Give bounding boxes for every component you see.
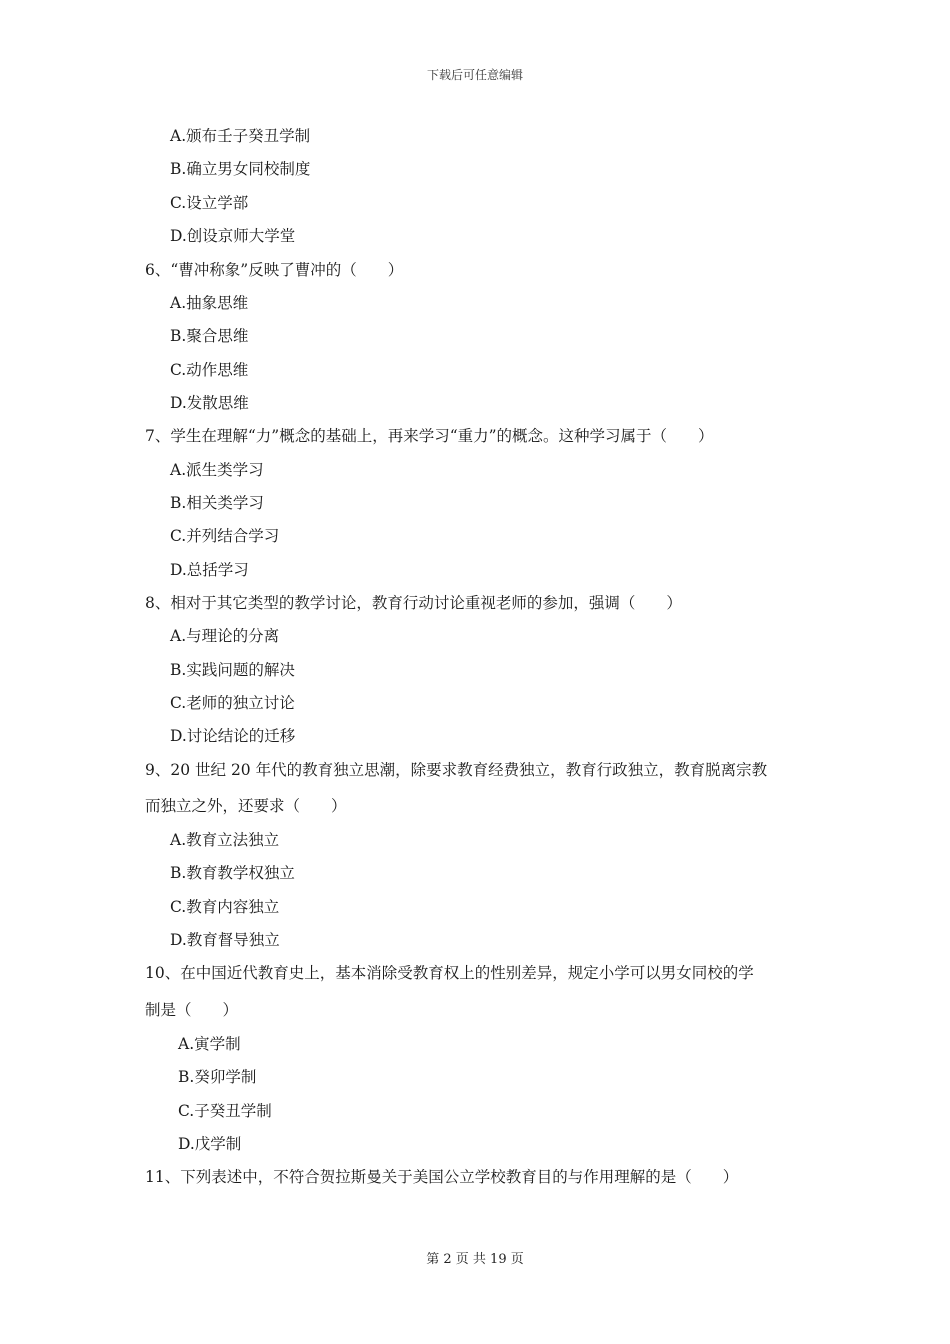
answer-option: C.老师的独立讨论: [170, 694, 295, 712]
answer-option: D.发散思维: [170, 394, 249, 412]
question-text: 11、下列表述中，不符合贺拉斯曼关于美国公立学校教育目的与作用理解的是（ ）: [145, 1168, 739, 1186]
question-text: 10、在中国近代教育史上，基本消除受教育权上的性别差异，规定小学可以男女同校的学: [145, 964, 754, 982]
question-text: 而独立之外，还要求（ ）: [145, 797, 347, 815]
answer-option: D.教育督导独立: [170, 931, 280, 949]
page-header: 下载后可任意编辑: [426, 68, 523, 82]
answer-option: A.颁布壬子癸丑学制: [170, 127, 311, 145]
answer-option: C.子癸丑学制: [178, 1102, 272, 1120]
answer-option: D.戊学制: [178, 1135, 242, 1153]
answer-option: D.总括学习: [170, 561, 249, 579]
question-text: 9、20 世纪 20 年代的教育独立思潮，除要求教育经费独立，教育行政独立，教育脱离宗教: [145, 761, 768, 779]
answer-option: C.动作思维: [170, 361, 249, 379]
answer-option: B.确立男女同校制度: [170, 160, 311, 178]
answer-option: B.聚合思维: [170, 327, 249, 345]
question-text: 8、相对于其它类型的教学讨论，教育行动讨论重视老师的参加，强调（ ）: [145, 594, 682, 612]
answer-option: A.教育立法独立: [170, 831, 280, 849]
answer-option: B.癸卯学制: [178, 1068, 257, 1086]
question-text: 7、学生在理解“力”概念的基础上，再来学习“重力”的概念。这种学习属于（ ）: [145, 427, 714, 445]
question-text: 制是（ ）: [145, 1001, 239, 1019]
answer-option: A.抽象思维: [170, 294, 249, 312]
answer-option: B.相关类学习: [170, 494, 264, 512]
answer-option: C.设立学部: [170, 194, 249, 212]
answer-option: B.教育教学权独立: [170, 864, 295, 882]
answer-option: B.实践问题的解决: [170, 661, 295, 679]
answer-option: C.教育内容独立: [170, 898, 280, 916]
question-text: 6、“曹冲称象”反映了曹冲的（ ）: [145, 261, 404, 279]
page-footer: 第 2 页 共 19 页: [426, 1252, 524, 1267]
answer-option: A.寅学制: [178, 1035, 241, 1053]
answer-option: D.创设京师大学堂: [170, 227, 296, 245]
answer-option: C.并列结合学习: [170, 527, 280, 545]
answer-option: D.讨论结论的迁移: [170, 727, 296, 745]
answer-option: A.派生类学习: [170, 461, 264, 479]
answer-option: A.与理论的分离: [170, 627, 280, 645]
